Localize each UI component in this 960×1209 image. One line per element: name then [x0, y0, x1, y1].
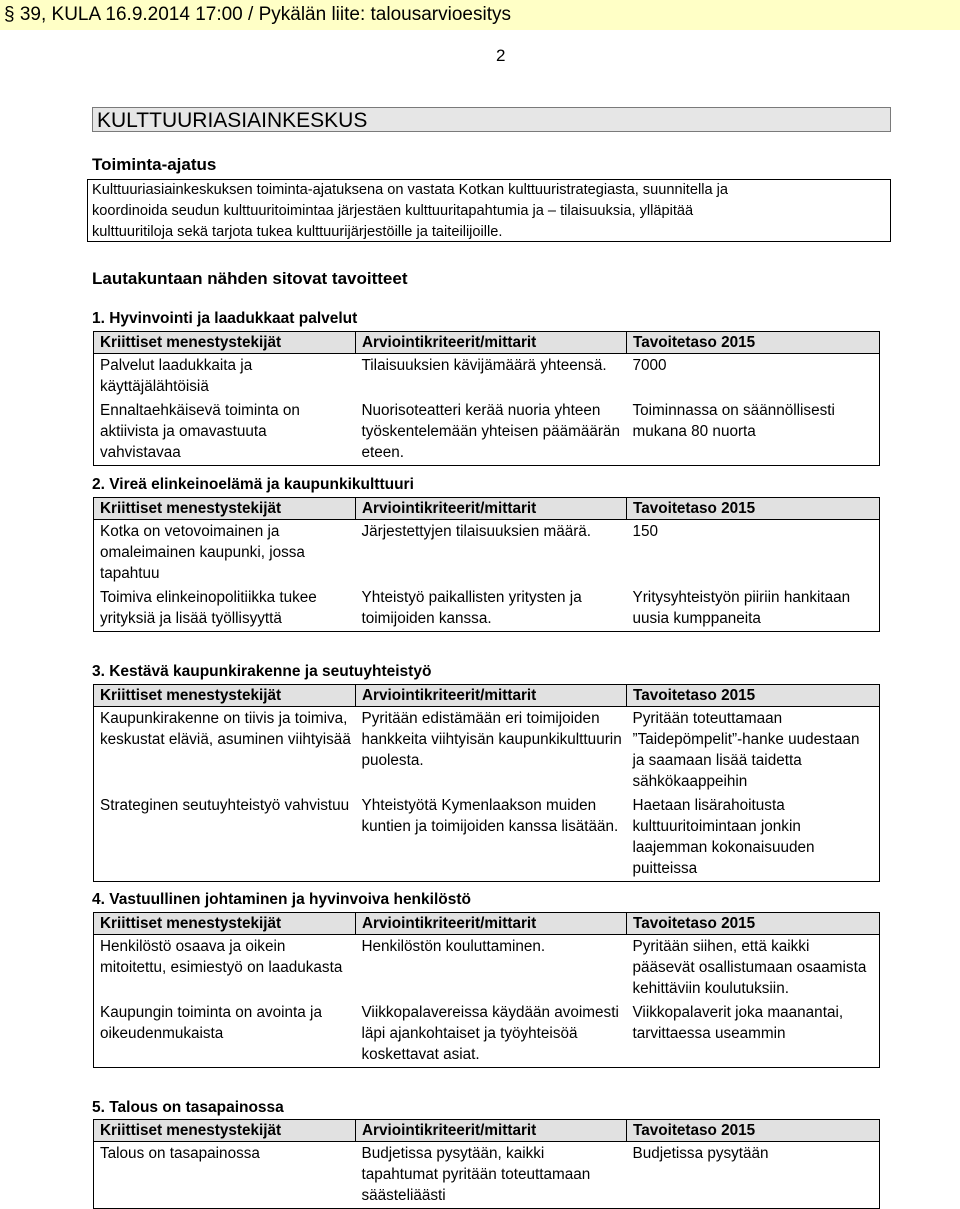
table-header-row: [94, 913, 880, 935]
table-cell: Henkilöstö osaava ja oikein mitoitettu, esimiestyö on laadukasta: [94, 935, 356, 1002]
table-cell: Palvelut laadukkaita ja käyttäjälähtöisiä: [94, 354, 356, 400]
column-header: Arviointikriteerit/mittarit: [356, 913, 627, 935]
table-cell: Kotka on vetovoimainen ja omaleimainen kaupunki, jossa tapahtuu: [94, 520, 356, 587]
unit-title: KULTTUURIASIAINKESKUS: [97, 109, 368, 132]
column-header: Kriittiset menestystekijät: [94, 1120, 356, 1142]
attachment-header-link[interactable]: [0, 0, 960, 30]
table-row: [94, 520, 880, 587]
column-header: Tavoitetaso 2015: [627, 913, 880, 935]
table-cell: Haetaan lisärahoitusta kulttuuritoimintaan jonkin laajemman kokonaisuuden puitteissa: [627, 794, 880, 882]
binding-goals-title: Lautakuntaan nähden sitovat tavoitteet: [92, 269, 408, 288]
table-cell: Henkilöstön kouluttaminen.: [361, 938, 546, 955]
header-link-text[interactable]: § 39, KULA 16.9.2014 17:00 / Pykälän liite: talousarvioesitys: [4, 4, 511, 25]
section-title: 5. Talous on tasapainossa: [92, 1099, 284, 1116]
table-cell: Kaupungin toiminta on avointa ja oikeudenmukaista: [94, 1001, 356, 1068]
column-header: Tavoitetaso 2015: [627, 685, 880, 707]
column-header: Kriittiset menestystekijät: [94, 332, 356, 354]
section-title: 1. Hyvinvointi ja laadukkaat palvelut: [92, 310, 358, 327]
column-header: Arviointikriteerit/mittarit: [356, 685, 627, 707]
table-cell: Ennaltaehkäisevä toiminta on aktiivista ja omavastuuta vahvistavaa: [94, 399, 356, 466]
table-cell: Yhteistyö paikallisten yritysten ja toimijoiden kanssa.: [356, 586, 627, 632]
table-cell: Budjetissa pysytään: [627, 1142, 880, 1209]
column-header: Arviointikriteerit/mittarit: [356, 1120, 627, 1142]
table-cell: Pyritään toteuttamaan ”Taidepömpelit”-hanke uudestaan ja saamaan lisää taidetta sähkökaappeihin: [627, 707, 880, 795]
table-cell: Tilaisuuksien kävijämäärä yhteensä.: [361, 357, 607, 374]
table-row: [94, 354, 880, 400]
table-header-row: [94, 498, 880, 520]
mission-title: Toiminta-ajatus: [92, 155, 217, 174]
table-row: [94, 794, 880, 882]
table-cell: Yhteistyötä Kymenlaakson muiden kuntien ja toimijoiden kanssa lisätään.: [356, 794, 627, 882]
mission-box: [87, 179, 891, 242]
table-row: [94, 935, 880, 1002]
table-row: [94, 586, 880, 632]
table-cell: Yritysyhteistyön piiriin hankitaan uusia kumppaneita: [627, 586, 880, 632]
table-row: [94, 707, 880, 795]
column-header: Kriittiset menestystekijät: [94, 685, 356, 707]
table-cell: 7000: [627, 354, 880, 400]
table-cell: Pyritään edistämään eri toimijoiden hankkeita viihtyisän kaupunkikulttuurin puolesta.: [361, 710, 622, 769]
table-cell: Viikkopalaverit joka maanantai, tarvittaessa useammin: [627, 1001, 880, 1068]
mission-line: kulttuuritiloja sekä tarjota tukea kulttuurijärjestöille ja taiteilijoille.: [92, 224, 503, 240]
mission-line: koordinoida seudun kulttuuritoimintaa järjestäen kulttuuritapahtumia ja – tilaisuuksia, ylläpitää: [92, 203, 694, 219]
goals-table: [93, 497, 880, 632]
goals-table: [93, 331, 880, 466]
section-title: 2. Vireä elinkeinoelämä ja kaupunkikulttuuri: [92, 476, 414, 493]
column-header: Tavoitetaso 2015: [627, 498, 880, 520]
table-cell: Talous on tasapainossa: [94, 1142, 356, 1209]
column-header: Arviointikriteerit/mittarit: [356, 332, 627, 354]
table-cell: Pyritään siihen, että kaikki pääsevät osallistumaan osaamista kehittäviin koulutuksiin.: [627, 935, 880, 1002]
column-header: Arviointikriteerit/mittarit: [356, 498, 627, 520]
table-cell: 150: [627, 520, 880, 587]
table-row: [94, 399, 880, 466]
table-header-row: [94, 332, 880, 354]
column-header: Kriittiset menestystekijät: [94, 913, 356, 935]
goals-table: [93, 1119, 880, 1209]
unit-title-bar: [92, 107, 891, 132]
section-title: 3. Kestävä kaupunkirakenne ja seutuyhteistyö: [92, 663, 432, 680]
table-cell: Viikkopalavereissa käydään avoimesti läpi ajankohtaiset ja työyhteisöä koskettavat asiat.: [356, 1001, 627, 1068]
table-cell: Nuorisoteatteri kerää nuoria yhteen työskentelemään yhteisen päämäärän eteen.: [356, 399, 627, 466]
column-header: Kriittiset menestystekijät: [94, 498, 356, 520]
mission-line: Kulttuuriasiainkeskuksen toiminta-ajatuksena on vastata Kotkan kulttuuristrategiasta, suunnitella ja: [92, 182, 728, 198]
table-row: [94, 1142, 880, 1209]
table-cell: Toimiva elinkeinopolitiikka tukee yrityksiä ja lisää työllisyyttä: [94, 586, 356, 632]
section-title: 4. Vastuullinen johtaminen ja hyvinvoiva henkilöstö: [92, 891, 471, 908]
column-header: Tavoitetaso 2015: [627, 332, 880, 354]
table-row: [94, 1001, 880, 1068]
table-cell: Toiminnassa on säännöllisesti mukana 80 nuorta: [627, 399, 880, 466]
table-cell: Strateginen seutuyhteistyö vahvistuu: [94, 794, 356, 882]
table-header-row: [94, 1120, 880, 1142]
page-number: 2: [496, 46, 506, 65]
column-header: Tavoitetaso 2015: [627, 1120, 880, 1142]
table-cell: Järjestettyjen tilaisuuksien määrä.: [361, 523, 592, 540]
table-cell: Kaupunkirakenne on tiivis ja toimiva, keskustat eläviä, asuminen viihtyisää: [94, 707, 356, 795]
goals-table: [93, 684, 880, 882]
goals-table: [93, 912, 880, 1068]
table-cell: Budjetissa pysytään, kaikki tapahtumat pyritään toteuttamaan säästeliäästi: [356, 1142, 627, 1209]
table-header-row: [94, 685, 880, 707]
